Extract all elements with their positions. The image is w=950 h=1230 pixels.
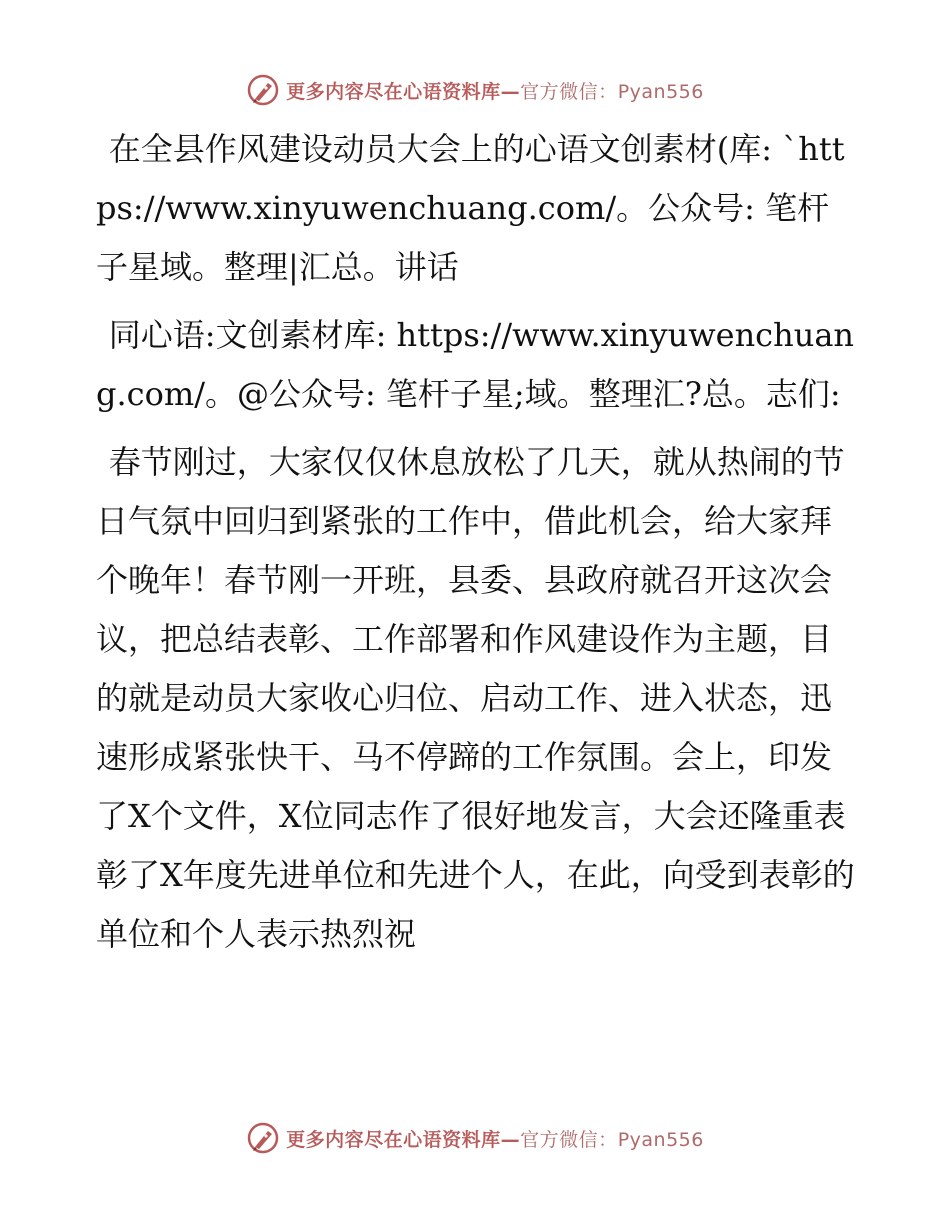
header-wechat-label: 官方微信： <box>520 80 618 103</box>
footer-text <box>286 1125 704 1152</box>
header-site-name: 更多内容尽在心语资料库 <box>286 80 501 103</box>
header-banner <box>0 70 950 110</box>
document-paragraph-body: 春节刚过，大家仅仅休息放松了几天，就从热闹的节日气氛中回归到紧张的工作中，借此机会，给大家拜个晚年！春节刚一开班，县委、县政府就召开这次会议，把总结表彰、工作部署和作风建设作为主题，目的就是动员大家收心归位、启动工作、进入状态，迅速形成紧张快干、马不停蹄的工作氛围。会上，印发了X个文件，X位同志作了很好地发言，大会还隆重表彰了X年度先进单位和先进个人，在此，向受到表彰的单位和个人表示热烈祝 <box>96 443 855 953</box>
header-text <box>286 77 704 104</box>
footer-site-name: 更多内容尽在心语资料库 <box>286 1128 501 1151</box>
document-paragraph-greeting: 同心语:文创素材库: https://www.xinyuwenchuang.com/。@公众号: 笔杆子星;域。整理汇?总。志们: <box>96 316 855 413</box>
footer-separator: — <box>500 1128 521 1151</box>
header-wechat-id: Pyan556 <box>617 80 704 103</box>
footer-wechat-label: 官方微信： <box>520 1128 618 1151</box>
header-separator: — <box>500 80 521 103</box>
footer-wechat-id: Pyan556 <box>617 1128 704 1151</box>
fountain-pen-logo-icon <box>246 73 280 107</box>
fountain-pen-logo-icon <box>246 1121 280 1155</box>
document-paragraph-title: 在全县作风建设动员大会上的心语文创素材(库: `https://www.xinyuwenchuang.com/。公众号: 笔杆子星域。整理|汇总。讲话 <box>96 130 845 286</box>
footer-banner <box>0 1118 950 1158</box>
document-body <box>96 120 856 973</box>
